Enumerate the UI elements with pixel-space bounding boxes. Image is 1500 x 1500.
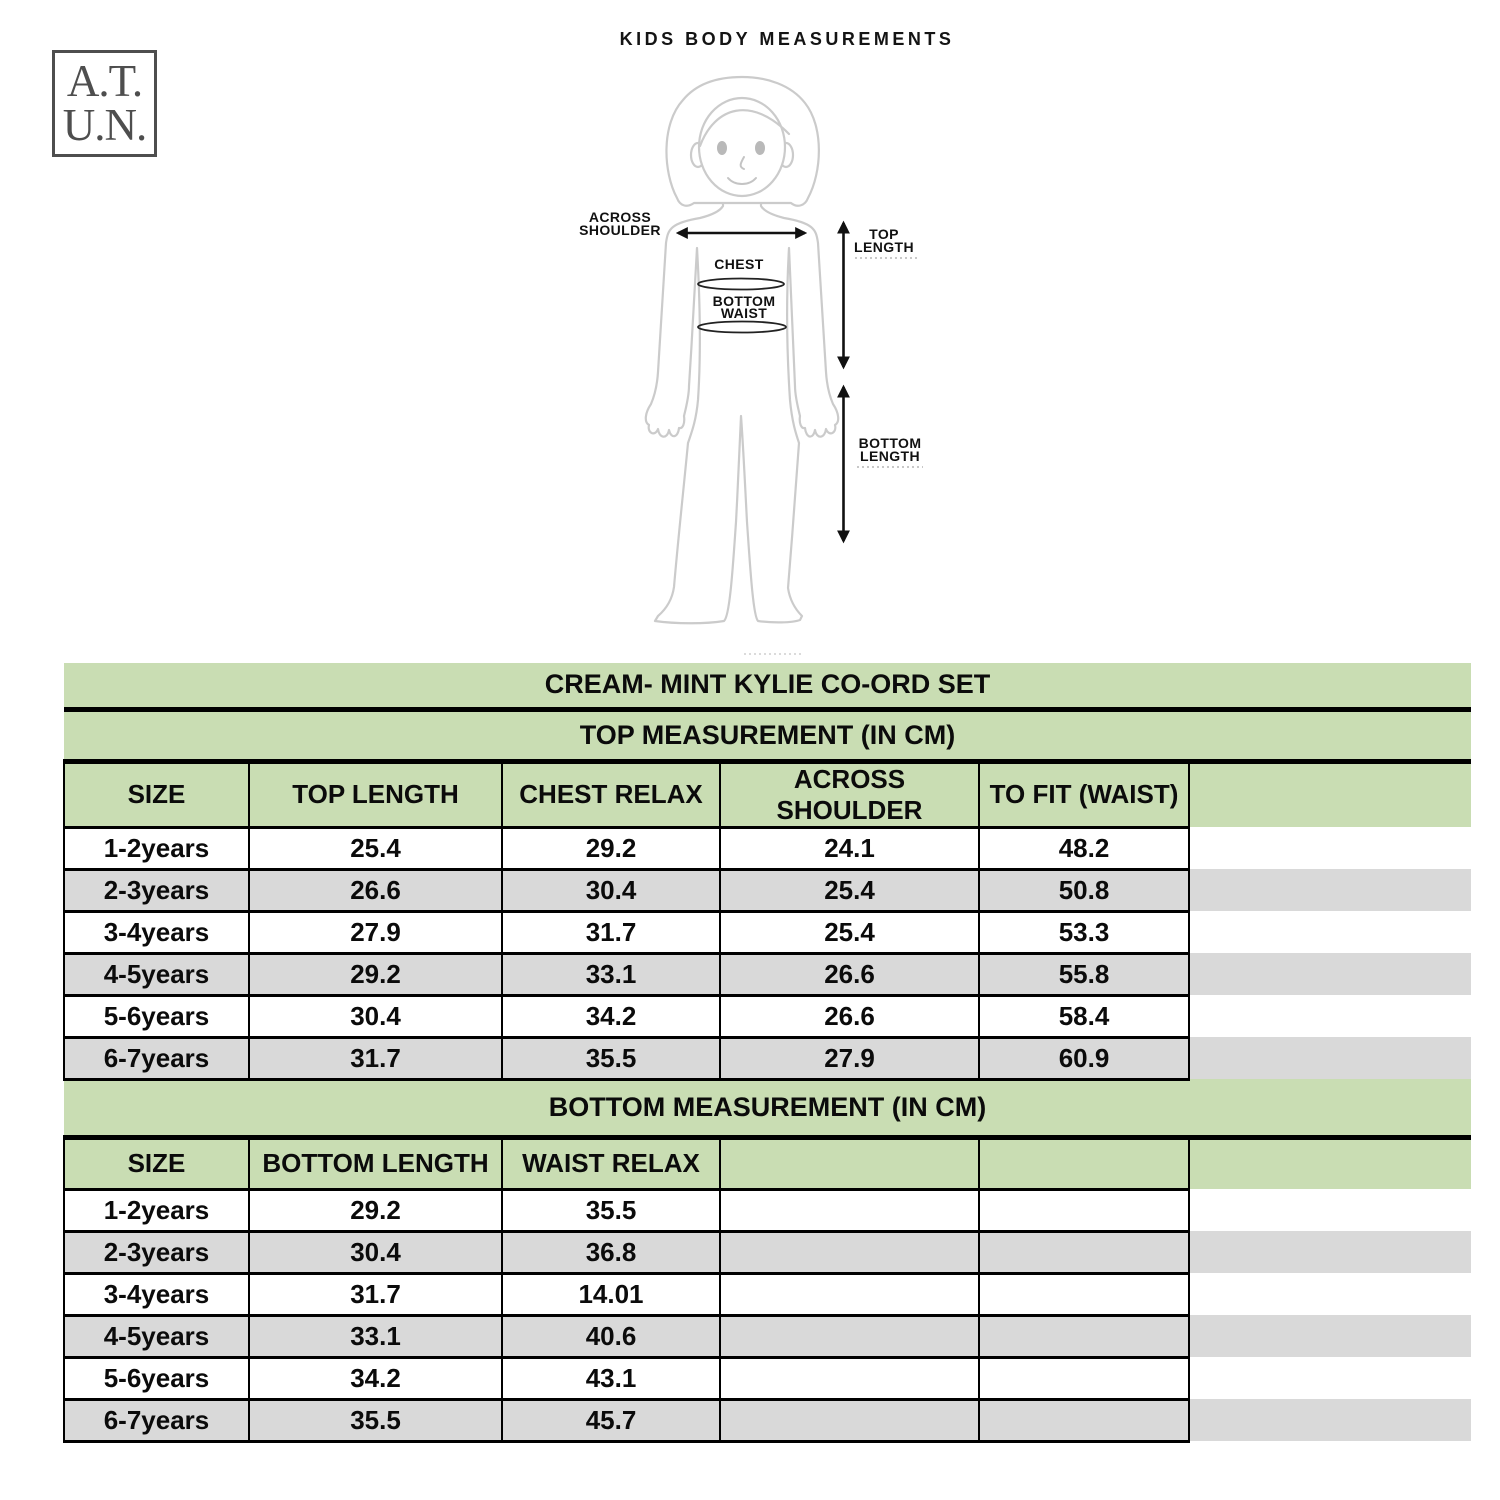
chest-label: CHEST: [714, 256, 764, 272]
value-cell: 55.8: [979, 953, 1189, 995]
value-cell: 60.9: [979, 1037, 1189, 1079]
value-cell: 30.4: [502, 869, 720, 911]
top-length-label-line1: TOP: [869, 226, 899, 242]
value-cell: 34.2: [249, 1357, 502, 1399]
value-cell: 25.4: [249, 827, 502, 869]
ghost-cell: [1189, 1399, 1471, 1441]
empty-cell: [720, 1231, 979, 1273]
bottom-waist-label-line2: WAIST: [720, 305, 768, 321]
value-cell: 25.4: [720, 911, 979, 953]
value-cell: 26.6: [720, 953, 979, 995]
value-cell: 43.1: [502, 1357, 720, 1399]
table-title: CREAM- MINT KYLIE CO-ORD SET: [64, 663, 1471, 709]
table-row: [64, 995, 1471, 1037]
column-header: TOP LENGTH: [249, 761, 502, 827]
size-cell: 1-2years: [64, 827, 249, 869]
value-cell: 30.4: [249, 995, 502, 1037]
empty-header-cell: [720, 1137, 979, 1189]
value-cell: 29.2: [249, 953, 502, 995]
value-cell: 35.5: [502, 1189, 720, 1231]
table-row: [64, 1357, 1471, 1399]
body-measurement-diagram: [545, 70, 995, 670]
value-cell: 29.2: [502, 827, 720, 869]
ghost-cell: [1189, 761, 1471, 827]
table-row: [64, 827, 1471, 869]
value-cell: 31.7: [502, 911, 720, 953]
value-cell: 35.5: [249, 1399, 502, 1441]
bottom-section-heading-row: [64, 1079, 1471, 1137]
size-cell: 4-5years: [64, 1315, 249, 1357]
empty-cell: [720, 1315, 979, 1357]
size-cell: 4-5years: [64, 953, 249, 995]
column-header: TO FIT (WAIST): [979, 761, 1189, 827]
value-cell: 33.1: [249, 1315, 502, 1357]
value-cell: 33.1: [502, 953, 720, 995]
body-figure-illustration: [545, 70, 995, 670]
size-cell: 2-3years: [64, 869, 249, 911]
table-title-row: [64, 663, 1471, 709]
value-cell: 35.5: [502, 1037, 720, 1079]
across-shoulder-label-line1: ACROSS: [588, 209, 652, 225]
size-cell: 5-6years: [64, 995, 249, 1037]
value-cell: 26.6: [720, 995, 979, 1037]
size-cell: 2-3years: [64, 1231, 249, 1273]
top-section-heading: TOP MEASUREMENT (IN CM): [64, 709, 1471, 761]
empty-cell: [720, 1357, 979, 1399]
ghost-cell: [1189, 1037, 1471, 1079]
empty-cell: [979, 1315, 1189, 1357]
empty-cell: [720, 1273, 979, 1315]
bottom-header-row: [64, 1137, 1471, 1189]
size-cell: 3-4years: [64, 1273, 249, 1315]
empty-cell: [979, 1231, 1189, 1273]
value-cell: 29.2: [249, 1189, 502, 1231]
value-cell: 24.1: [720, 827, 979, 869]
column-header: BOTTOM LENGTH: [249, 1137, 502, 1189]
column-header: SIZE: [64, 761, 249, 827]
table-row: [64, 911, 1471, 953]
value-cell: 45.7: [502, 1399, 720, 1441]
value-cell: 40.6: [502, 1315, 720, 1357]
ghost-cell: [1189, 911, 1471, 953]
ghost-cell: [1189, 995, 1471, 1037]
size-cell: 3-4years: [64, 911, 249, 953]
table-row: [64, 869, 1471, 911]
table-row: [64, 1231, 1471, 1273]
top-section-heading-row: [64, 709, 1471, 761]
ghost-cell: [1189, 1189, 1471, 1231]
table-row: [64, 1273, 1471, 1315]
table-row: [64, 1037, 1471, 1079]
table-row: [64, 953, 1471, 995]
table-row: [64, 1399, 1471, 1441]
ghost-cell: [1189, 827, 1471, 869]
ghost-cell: [1189, 953, 1471, 995]
bottom-section-heading: BOTTOM MEASUREMENT (IN CM): [64, 1079, 1471, 1137]
ghost-cell: [1189, 1273, 1471, 1315]
value-cell: 14.01: [502, 1273, 720, 1315]
ghost-cell: [1189, 1231, 1471, 1273]
empty-cell: [720, 1189, 979, 1231]
value-cell: 50.8: [979, 869, 1189, 911]
table-row: [64, 1315, 1471, 1357]
value-cell: 31.7: [249, 1037, 502, 1079]
empty-cell: [979, 1399, 1189, 1441]
brand-logo-line1: A.T.: [66, 55, 143, 106]
value-cell: 26.6: [249, 869, 502, 911]
value-cell: 53.3: [979, 911, 1189, 953]
top-header-row: [64, 761, 1471, 827]
across-shoulder-label-line2: SHOULDER: [579, 222, 661, 238]
value-cell: 31.7: [249, 1273, 502, 1315]
column-header: SIZE: [64, 1137, 249, 1189]
size-cell: 5-6years: [64, 1357, 249, 1399]
column-header: ACROSS SHOULDER: [720, 761, 979, 827]
empty-header-cell: [979, 1137, 1189, 1189]
top-length-label-line2: LENGTH: [854, 239, 914, 255]
ghost-cell: [1189, 869, 1471, 911]
ghost-cell: [1189, 1137, 1471, 1189]
size-cell: 1-2years: [64, 1189, 249, 1231]
value-cell: 34.2: [502, 995, 720, 1037]
value-cell: 25.4: [720, 869, 979, 911]
empty-cell: [979, 1273, 1189, 1315]
column-header: WAIST RELAX: [502, 1137, 720, 1189]
size-cell: 6-7years: [64, 1399, 249, 1441]
brand-logo-line2: U.N.: [62, 99, 147, 150]
ghost-cell: [1189, 1357, 1471, 1399]
value-cell: 36.8: [502, 1231, 720, 1273]
page-title: KIDS BODY MEASUREMENTS: [619, 29, 955, 49]
value-cell: 58.4: [979, 995, 1189, 1037]
size-chart-table: [63, 663, 1471, 1443]
empty-cell: [720, 1399, 979, 1441]
value-cell: 48.2: [979, 827, 1189, 869]
bottom-waist-label-line1: BOTTOM: [712, 293, 776, 309]
bottom-length-label-line1: BOTTOM: [858, 435, 922, 451]
value-cell: 27.9: [249, 911, 502, 953]
table-row: [64, 1189, 1471, 1231]
size-cell: 6-7years: [64, 1037, 249, 1079]
empty-cell: [979, 1357, 1189, 1399]
ghost-cell: [1189, 1315, 1471, 1357]
bottom-length-label-line2: LENGTH: [860, 448, 920, 464]
column-header: CHEST RELAX: [502, 761, 720, 827]
value-cell: 30.4: [249, 1231, 502, 1273]
face: [699, 98, 785, 196]
brand-logo: [52, 50, 157, 157]
empty-cell: [979, 1189, 1189, 1231]
value-cell: 27.9: [720, 1037, 979, 1079]
